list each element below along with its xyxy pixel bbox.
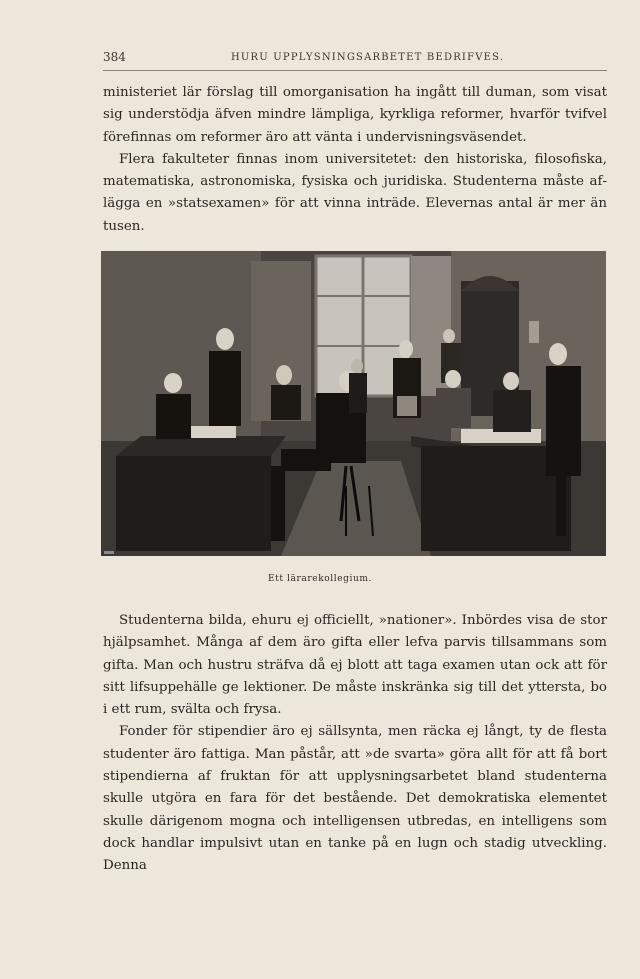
running-header bbox=[103, 50, 607, 68]
figure-photo bbox=[101, 251, 606, 556]
photo-illustration bbox=[101, 251, 606, 556]
paragraph: Studenterna bilda, ehuru ej officiellt, »nationer». Inbördes visa de stor hjälpsamhet. Många af dem äro gifta eller lefva parvis tillsammans som gifta. Man och hustru sträfva då ej blott att taga examen utan ock att för sitt lifsuppehälle ge lektioner. De måste inskränka sig till det yttersta, bo i ett rum, svälta och frysa. bbox=[103, 613, 607, 718]
paragraph: Fonder för stipendier äro ej sällsynta, men räcka ej långt, ty de flesta studenter äro fattiga. Man påstår, att »de svarta» göra allt för att få bort stipendierna af fruktan för att upplysningsarbetet bland studenterna skulle utgöra en fara för det bestående. Det demokratiska elementet skulle därigenom mogna och intelligensen utbredas, en intelligens som dock handlar impulsivt utan en tanke på en lugn och stadig utveckling. Denna bbox=[103, 724, 607, 874]
paragraph: Flera fakulteter finnas inom universitetet: den historiska, filosofiska, matematiska, astronomiska, fysiska och juridiska. Studenterna måste aflägga en »statsexamen» för att vinna inträde. Elevernas antal är mer än tusen. bbox=[103, 151, 607, 234]
text-block-top bbox=[103, 82, 607, 238]
text-block-bottom bbox=[103, 610, 607, 878]
figure-caption: Ett lärarekollegium. bbox=[268, 574, 372, 584]
running-title: HURU UPPLYSNINGSARBETET BEDRIFVES. bbox=[231, 52, 505, 63]
page-number: 384 bbox=[103, 50, 126, 64]
paragraph: ministeriet lär förslag till omorganisation ha ingått till duman, som visat sig understödja äfven mindre lämpliga, kyrkliga reformer, hvarför tvifvel förefinnas om reformer äro att vänta i undervisningsväsendet. bbox=[103, 85, 607, 145]
header-rule bbox=[103, 70, 607, 71]
